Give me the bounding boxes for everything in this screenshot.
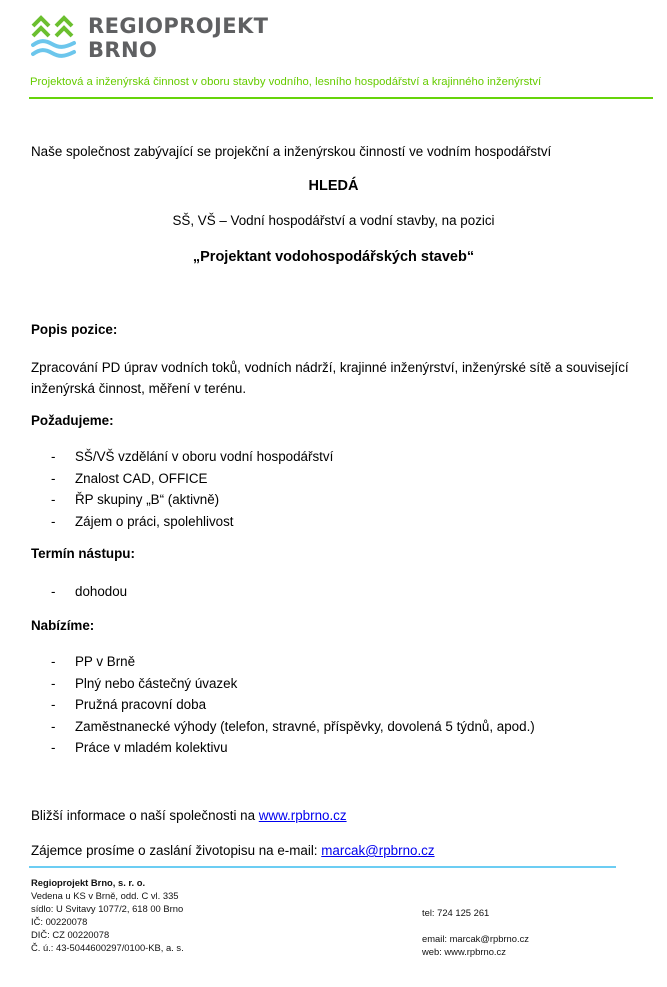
footer-tel: tel: 724 125 261 [422, 907, 490, 918]
footer-address: sídlo: U Svitavy 1077/2, 618 00 Brno [31, 903, 184, 914]
benefits-list [31, 652, 535, 760]
section-heading-pozadujeme: Požadujeme: [31, 413, 114, 428]
website-link[interactable]: www.rpbrno.cz [258, 808, 347, 823]
brand-line-2: BRNO [88, 38, 158, 62]
list-item-text: Znalost CAD, OFFICE [75, 470, 208, 486]
logo-icon [31, 14, 77, 60]
dash-bullet-icon: - [51, 718, 56, 734]
company-info-text: Bližší informace o naší společnosti na [31, 808, 259, 823]
list-item [31, 512, 333, 534]
list-item [31, 738, 535, 760]
position-title: „Projektant vodohospodářských staveb“ [192, 249, 475, 265]
footer-ic: IČ: 00220078 [31, 916, 88, 927]
list-item [31, 490, 333, 512]
list-item-text: Zaměstnanecké výhody (telefon, stravné, příspěvky, dovolená 5 týdnů, apod.) [75, 718, 535, 734]
email-link[interactable]: marcak@rpbrno.cz [321, 843, 435, 858]
brand-line-1: REGIOPROJEKT [88, 14, 269, 38]
list-item [31, 652, 535, 674]
list-item [31, 674, 535, 696]
section-heading-termin: Termín nástupu: [31, 546, 135, 561]
footer-email: email: marcak@rpbrno.cz [422, 933, 529, 944]
dash-bullet-icon: - [51, 675, 56, 691]
footer-company-name: Regioprojekt Brno, s. r. o. [31, 877, 146, 888]
header-divider [29, 97, 653, 99]
company-info-line [31, 808, 347, 823]
list-item-text: Zájem o práci, spolehlivost [75, 513, 234, 529]
company-tagline: Projektová a inženýrská činnost v oboru stavby vodního, lesního hospodářství a krajinného inženýrství [30, 76, 542, 88]
list-item-text: Pružná pracovní doba [75, 697, 207, 712]
footer-divider [29, 866, 616, 868]
footer-registry: Vedena u KS v Brně, odd. C vl. 335 [31, 890, 179, 901]
dash-bullet-icon: - [51, 654, 56, 669]
dash-bullet-icon: - [51, 470, 56, 486]
list-item [31, 695, 535, 717]
list-item-text: PP v Brně [75, 654, 136, 669]
list-item [31, 447, 333, 469]
company-brand [88, 14, 268, 62]
start-date-list [31, 582, 127, 604]
seeking-heading: HLEDÁ [308, 178, 359, 194]
dash-bullet-icon: - [51, 513, 56, 529]
cv-request-line [31, 843, 435, 858]
section-heading-nabizime: Nabízíme: [31, 618, 95, 633]
dash-bullet-icon: - [51, 740, 56, 755]
list-item [31, 582, 127, 604]
list-item [31, 469, 333, 491]
footer-company-details [31, 876, 184, 954]
footer-web: web: www.rpbrno.cz [422, 946, 506, 957]
list-item-text: SŠ/VŠ vzdělání v oboru vodní hospodářství [75, 449, 334, 464]
intro-text: Naše společnost zabývající se projekční a inženýrskou činností ve vodním hospodářství [31, 144, 552, 159]
cv-request-text: Zájemce prosíme o zaslání životopisu na e-mail: [31, 843, 322, 858]
section-heading-popis: Popis pozice: [31, 322, 118, 337]
list-item-text: Práce v mladém kolektivu [75, 740, 228, 755]
footer-bank-account: Č. ú.: 43-5044600297/0100-KB, a. s. [31, 942, 184, 953]
dash-bullet-icon: - [51, 697, 56, 712]
list-item [31, 717, 535, 739]
requirements-list [31, 447, 333, 533]
list-item-text: dohodou [75, 584, 128, 599]
qualification-subtitle: SŠ, VŠ – Vodní hospodářství a vodní stavby, na pozici [172, 213, 495, 228]
list-item-text: ŘP skupiny „B“ (aktivně) [75, 492, 220, 507]
list-item-text: Plný nebo částečný úvazek [75, 675, 238, 691]
position-description: Zpracování PD úprav vodních toků, vodních nádrží, krajinné inženýrství, inženýrské sítě a související inženýrská činnost, měření v terénu. [31, 360, 629, 396]
footer-contact-details [422, 906, 529, 958]
dash-bullet-icon: - [51, 492, 56, 507]
dash-bullet-icon: - [51, 449, 56, 464]
dash-bullet-icon: - [51, 584, 56, 599]
footer-dic: DIČ: CZ 00220078 [31, 929, 110, 940]
